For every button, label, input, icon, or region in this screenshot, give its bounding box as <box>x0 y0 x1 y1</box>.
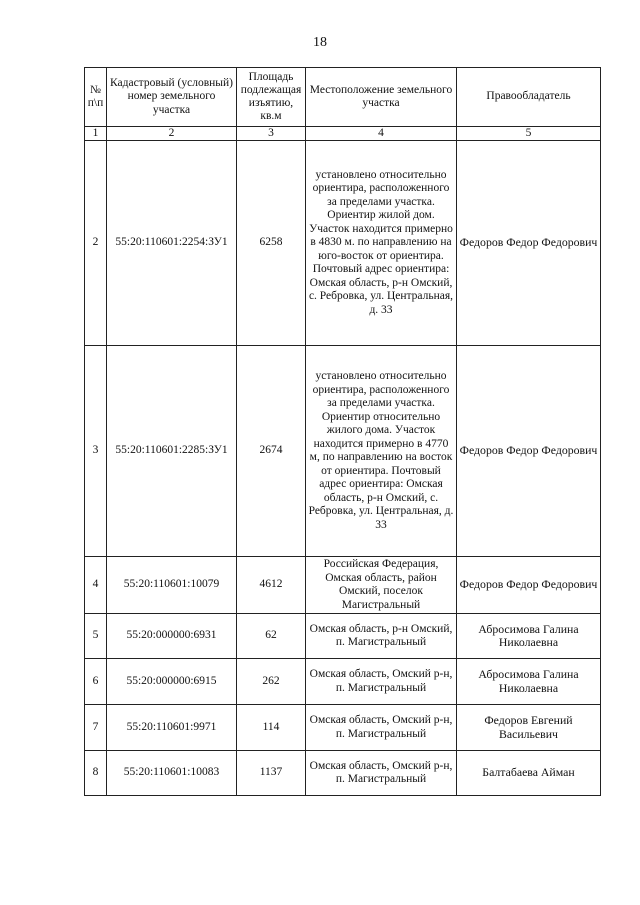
row-number: 4 <box>85 557 107 614</box>
table-row <box>85 141 601 346</box>
column-index: 5 <box>457 127 601 141</box>
owner: Балтабаева Айман <box>457 751 601 796</box>
owner: Федоров Евгений Васильевич <box>457 705 601 751</box>
area-value: 1137 <box>237 751 306 796</box>
table-row <box>85 557 601 614</box>
header-location: Местоположение земельного участка <box>306 68 457 127</box>
row-number: 2 <box>85 141 107 346</box>
table-row <box>85 659 601 705</box>
owner: Абросимова Галина Николаевна <box>457 659 601 705</box>
row-number: 6 <box>85 659 107 705</box>
cadastral-number: 55:20:110601:10079 <box>107 557 237 614</box>
table-row <box>85 346 601 557</box>
owner: Абросимова Галина Николаевна <box>457 614 601 659</box>
row-number: 5 <box>85 614 107 659</box>
location: установлено относительно ориентира, расположенного за пределами участка. Ориентир относительно жилого дома. Участок находится примерно в 4770 м, по направлению на восток от ориентира. Почтовый адрес ориентира: Омская область, р-н Омский, с. Ребровка, ул. Центральная, д. 33 <box>306 346 457 557</box>
cadastral-number: 55:20:110601:2285:ЗУ1 <box>107 346 237 557</box>
owner: Федоров Федор Федорович <box>457 141 601 346</box>
page-number: 18 <box>313 35 327 50</box>
area-value: 6258 <box>237 141 306 346</box>
location: Омская область, р-н Омский, п. Магистральный <box>306 614 457 659</box>
cadastral-number: 55:20:110601:2254:ЗУ1 <box>107 141 237 346</box>
location: Омская область, Омский р-н, п. Магистральный <box>306 659 457 705</box>
table-row <box>85 705 601 751</box>
area-value: 62 <box>237 614 306 659</box>
location: Российская Федерация, Омская область, район Омский, поселок Магистральный <box>306 557 457 614</box>
header-owner: Правообладатель <box>457 68 601 127</box>
location: установлено относительно ориентира, расположенного за пределами участка. Ориентир жилой дом. Участок находится примерно в 4830 м. по направлению на юго-восток от ориентира. Почтовый адрес ориентира: Омская область, р-н Омский, с. Ребровка, ул. Центральная, д. 33 <box>306 141 457 346</box>
column-index-row <box>85 127 601 141</box>
area-value: 114 <box>237 705 306 751</box>
header-number: № п\п <box>85 68 107 127</box>
cadastral-number: 55:20:110601:9971 <box>107 705 237 751</box>
location: Омская область, Омский р-н, п. Магистральный <box>306 705 457 751</box>
cadastral-number: 55:20:000000:6915 <box>107 659 237 705</box>
row-number: 8 <box>85 751 107 796</box>
table-row <box>85 751 601 796</box>
table-header-row <box>85 68 601 127</box>
column-index: 4 <box>306 127 457 141</box>
owner: Федоров Федор Федорович <box>457 557 601 614</box>
column-index: 3 <box>237 127 306 141</box>
row-number: 3 <box>85 346 107 557</box>
location: Омская область, Омский р-н, п. Магистральный <box>306 751 457 796</box>
area-value: 4612 <box>237 557 306 614</box>
cadastral-number: 55:20:110601:10083 <box>107 751 237 796</box>
area-value: 262 <box>237 659 306 705</box>
column-index: 2 <box>107 127 237 141</box>
column-index: 1 <box>85 127 107 141</box>
header-area: Площадь подлежащая изъятию, кв.м <box>237 68 306 127</box>
table-row <box>85 614 601 659</box>
area-value: 2674 <box>237 346 306 557</box>
land-plots-table <box>84 67 601 796</box>
cadastral-number: 55:20:000000:6931 <box>107 614 237 659</box>
header-cadastral-number: Кадастровый (условный) номер земельного участка <box>107 68 237 127</box>
row-number: 7 <box>85 705 107 751</box>
owner: Федоров Федор Федорович <box>457 346 601 557</box>
